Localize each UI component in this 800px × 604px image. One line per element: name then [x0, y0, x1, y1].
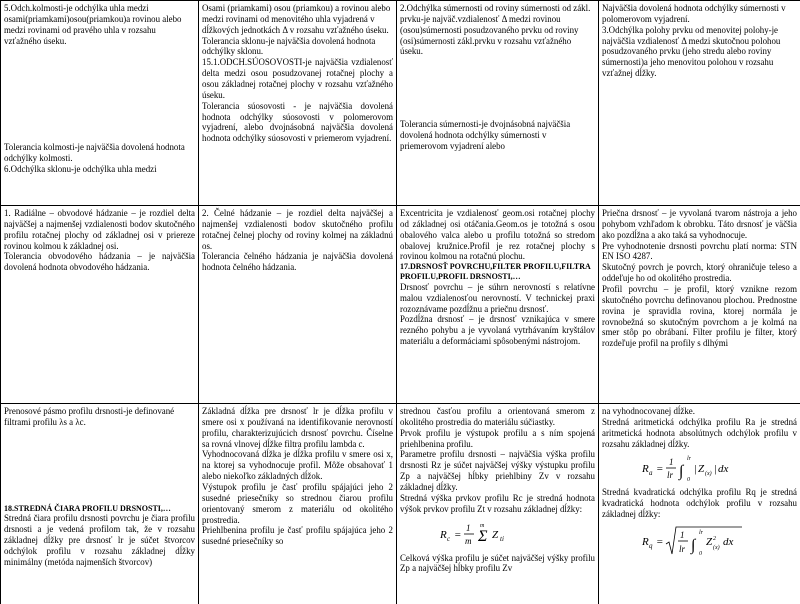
svg-text:m: m — [465, 535, 472, 546]
paragraph: Skutočný povrch je povrch, ktorý ohraničuje teleso a oddeľuje ho od okolitého prostredia. — [602, 262, 797, 284]
svg-text:R: R — [642, 463, 649, 476]
cell-r3c1 — [1, 404, 199, 604]
paragraph: Tolerancia obvodového hádzania – je najväčšia dovolená hodnota obvodového hádzania. — [4, 251, 195, 273]
paragraph: Stredná kvadratická odchýlka profilu Rq je stredná kvadratická hodnota odchýlok profilu v rozsahu základnej dĺžky: — [602, 487, 797, 520]
svg-text:=: = — [454, 528, 462, 541]
paragraph: na vyhodnocovanej dĺžke. — [602, 406, 695, 416]
svg-text:0: 0 — [687, 477, 690, 484]
svg-text:dx: dx — [718, 463, 729, 476]
paragraph: Prenosové pásmo profilu drsnosti-je definované filtrami profilu λs a λc. — [4, 406, 175, 427]
table-row — [1, 404, 800, 604]
paragraph: Stredná aritmetická odchýlka profilu Ra je stredná aritmetická hodnota absolútnych odchýlok profilu v rozsahu základnej dĺžky. — [602, 416, 797, 449]
svg-text:m: m — [480, 522, 485, 529]
paragraph: Parametre profilu drsnosti – najväčšia výška profilu drsnosti Rz je súčet najväčšej výšky výstupku profilu Zp a najväčšej hĺbky priehlbiny Zv v rozsahu základnej dĺžky. — [400, 449, 595, 493]
formula-rq — [642, 524, 797, 560]
paragraph: Pozdĺžna drsnosť – je drsnosť vznikajúca v smere rezného pohybu a je vyvolaná vytrhávaním kryštálov materiálu a deformáciami spôsobenými nástrojom. — [400, 314, 595, 347]
section-heading: 17.DRSNOSŤ POVRCHU,FILTER PROFILU,FILTRA PROFILU,PROFIL DRSNOSTI,… — [400, 262, 591, 282]
svg-text:R: R — [440, 528, 447, 541]
svg-text:lr: lr — [699, 530, 704, 537]
paragraph: 2.Odchýlka súmernosti od roviny súmernosti od zákl. prvku-je najväč.vzdialenosť Δ medzi rovinou (osou)súmernosti posudzovaného prvku od roviny (osi)súmernosti zákl.prvku v rozsahu vzťažného úseku. — [400, 3, 591, 57]
svg-text:Z: Z — [698, 463, 705, 476]
paragraph: 2. Čelné hádzanie – je rozdiel delta najväčšej a najmenšej vzdialenosti bodov skutočného profilu rotačnej čelnej plochy od roviny kolmej na základnú os. — [202, 208, 393, 251]
paragraph: Stredná čiara profilu drsnosti povrchu je čiara profilu drsnosti a je vedená profilom tak, že v rozsahu základnej dĺžky pre drsnosť lr je súčet štvorcov odchýlok profilu v rozsahu základnej dĺžky minimálny (metóda najmenších štvorcov) — [4, 513, 195, 567]
cell-r3c3 — [397, 404, 599, 604]
formula-rc — [440, 519, 595, 549]
paragraph: strednou časťou profilu a orientovaná smerom z okolitého prostredia do materiálu súčiastky. — [400, 406, 595, 427]
svg-text:lr: lr — [679, 544, 686, 555]
paragraph: Tolerancia súmernosti-je dvojnásobná najväčšia dovolená hodnota odchýlky súmernosti v priemerovom vyjadrení alebo — [400, 119, 571, 152]
paragraph: Priehlbenina profilu je časť profilu spájajúca jeho 2 susedné priesečníky so — [202, 525, 393, 547]
svg-text:Z: Z — [492, 528, 499, 541]
svg-text:lr: lr — [687, 456, 692, 463]
svg-text:1: 1 — [680, 530, 685, 541]
cell-r3c4 — [599, 404, 800, 604]
cell-r2c4 — [599, 206, 800, 404]
svg-text:|: | — [714, 463, 718, 476]
cell-r2c1 — [1, 206, 199, 404]
svg-text:2: 2 — [713, 536, 716, 543]
svg-text:ti: ti — [500, 534, 504, 543]
svg-text:lr: lr — [667, 470, 674, 481]
svg-text:∫: ∫ — [679, 463, 684, 481]
svg-text:|: | — [694, 463, 698, 476]
paragraph: Tolerancia kolmosti-je najväčšia dovolená hodnota odchýlky kolmosti. — [4, 142, 185, 164]
svg-text:(x): (x) — [713, 545, 720, 552]
rq-equation-graphic — [642, 524, 762, 560]
paragraph: Výstupok profilu je časť profilu spájajúci jeho 2 susedné priesečníky so strednou čiarou profilu orientovaný smerom z materiálu od okolitého prostredia. — [202, 482, 393, 525]
svg-text:∫: ∫ — [691, 537, 696, 555]
svg-text:R: R — [642, 536, 649, 549]
cell-r1c1 — [1, 1, 199, 206]
paragraph: Excentricita je vzdialenosť geom.osi rotačnej plochy od základnej osi otáčania.Geom.os je totožná s osou obalového valca alebo u profilu totožná so stredom obalovej kružnice.Profil je rez rotačnej plochy s rovinou kolmou na rotačnú plochu. — [400, 208, 595, 262]
svg-text:Σ: Σ — [478, 527, 488, 545]
svg-text:a: a — [649, 469, 653, 478]
paragraph: Celková výška profilu je súčet najväčšej výšky profilu Zp a najväčšej hĺbky profilu Zv — [400, 552, 595, 574]
svg-text:dx: dx — [723, 536, 734, 549]
cell-r3c2 — [199, 404, 397, 604]
paragraph: 15.1.ODCH.SÚOSOVOSTI-je najväčšia vzdialenosť delta medzi osou posudzovanej rotačnej plochy a osou základnej rotačnej plochy v rozsahu vzťažného úseku. — [202, 57, 393, 100]
paragraph: Vyhodnocovaná dĺžka je dĺžka profilu v smere osi x, na ktorej sa vyhodnocuje profil. Môže obsahovať 1 alebo niekoľko základných dĺžok. — [202, 449, 393, 482]
paragraph: 5.Odch.kolmosti-je odchýlka uhla medzi osami(priamkami)osou(priamkou)a rovinou alebo medzi rovinami od pravého uhla v rozsahu vzťažného úseku. — [4, 3, 182, 46]
paragraph: Tolerancia súosovosti - je najväčšia dovolená hodnota odchýlky súosovosti v polomerovom vyjadrení, alebo dvojnásobná najväčšia dovolená hodnota odchýlky súosovosti v priemerom vyjadrení. — [202, 100, 393, 144]
cell-r2c3 — [397, 206, 599, 404]
paragraph: Tolerancia čelného hádzania je najväčšia dovolená hodnota čelného hádzania. — [202, 251, 393, 273]
section-heading: 18.STREDNÁ ČIARA PROFILU DRSNOSTI,… — [4, 503, 171, 513]
cell-r1c2 — [199, 1, 397, 206]
paragraph: 1. Radiálne – obvodové hádzanie – je rozdiel delta najväčšej a najmenšej vzdialenosti bodov skutočného profilu rotačnej plochy od základnej osi v priereze rovinou kolmou k základnej osi. — [4, 208, 195, 251]
cell-r1c4 — [599, 1, 800, 206]
rc-equation-graphic — [440, 519, 530, 549]
table-row — [1, 206, 800, 404]
paragraph: Pre vyhodnotenie drsnosti povrchu platí norma: STN EN ISO 4287. — [602, 240, 797, 262]
paragraph: Najväčšia dovolená hodnota odchýlky súmernosti v polomerovom vyjadrení. — [602, 3, 786, 24]
svg-text:1: 1 — [669, 457, 674, 468]
paragraph: 6.Odchýlka sklonu-je odchýlka uhla medzi — [4, 164, 157, 175]
paragraph: Základná dĺžka pre drsnosť lr je dĺžka profilu v smere osi x používaná na identifikovanie nerovností profilu, charakterizujúcich drsnosť povrchu. Číselne sa rovná vlnovej dĺžke filtra profilu lambda c. — [202, 406, 393, 449]
paragraph: Prvok profilu je výstupok profilu a s ním spojená priehlbenina profilu. — [400, 427, 595, 449]
formula-ra — [642, 453, 797, 483]
svg-text:0: 0 — [699, 551, 702, 558]
paragraph: Profil povrchu – je profil, ktorý vznikne rezom skutočného povrchu definovanou plochou. Prednostne rovina je spravidla rovina, ktorej normála je rovnobežná so skutočným povrchom a je kolmá na smer stôp po obrábaní. Filter profilu je filter, ktorý rozdeľuje profil na profily s dlhými — [602, 284, 797, 349]
cell-r2c2 — [199, 206, 397, 404]
svg-text:Z: Z — [706, 536, 713, 549]
svg-text:q: q — [649, 542, 653, 551]
svg-text:c: c — [447, 534, 451, 543]
paragraph: Stredná výška prvkov profilu Rc je stredná hodnota výšok prvkov profilu Zt v rozsahu základnej dĺžky: — [400, 492, 595, 514]
ra-equation-graphic — [642, 453, 752, 483]
svg-text:(x): (x) — [705, 471, 712, 478]
svg-text:=: = — [656, 463, 664, 476]
paragraph: Drsnosť povrchu – je súhrn nerovností s relatívne malou vzdialenosťou nerovností. V technickej praxi rozoznávame pozdĺžnu a priečnu drsnosť. — [400, 281, 595, 314]
table-row — [1, 1, 800, 206]
paragraph: 3.Odchýlka polohy prvku od menovitej polohy-je najväčšia vzdialenosť Δ medzi skutočnou polohou posudzovaného prvku (jeho stredu alebo roviny súmernosti)a jeho menovitou polohou v rozsahu vzťažnej dĺžky. — [602, 24, 781, 79]
svg-text:1: 1 — [466, 522, 471, 533]
svg-text:=: = — [656, 536, 664, 549]
cell-r1c3 — [397, 1, 599, 206]
paragraph: Tolerancia sklonu-je najväčšia dovolená hodnota odchýlky sklonu. — [202, 35, 376, 57]
paragraph: Priečna drsnosť – je vyvolaná tvarom nástroja a jeho pohybom vzhľadom k obrobku. Táto drsnosť je väčšia ako pozdĺžna a ako taká sa vyhodnocuje. — [602, 208, 797, 240]
paragraph: Osami (priamkami) osou (priamkou) a rovinou alebo medzi rovinami od menovitého uhla vyjadrená v dĺžkových jednotkách Δ v rozsahu vzťažného úseku. — [202, 3, 391, 35]
